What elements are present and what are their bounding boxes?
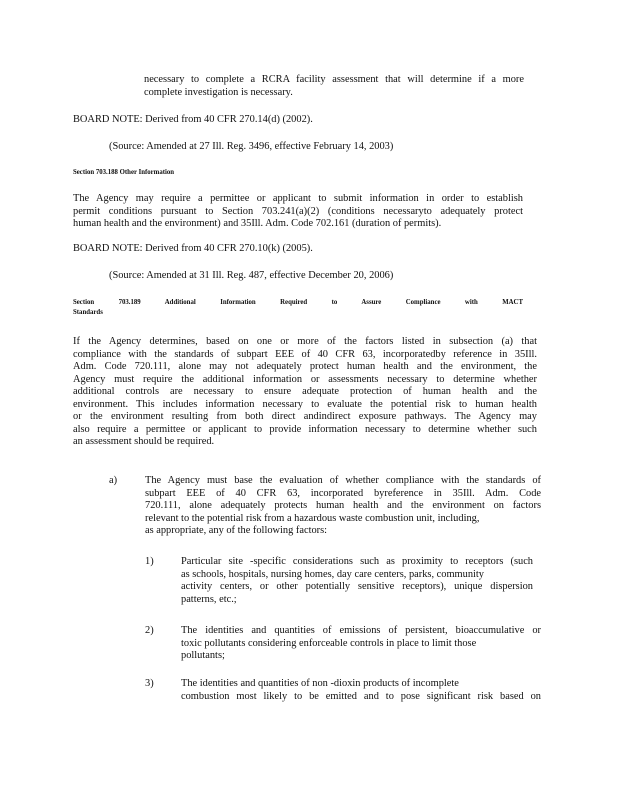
continuation-line: complete investigation is necessary. xyxy=(144,86,293,98)
body-line: permit conditions pursuant to Section 703.241(a)(2) (conditions necessaryto adequately protect xyxy=(73,205,523,217)
body-line: or the environment resulting from both direct andindirect exposure pathways. The Agency may xyxy=(73,411,537,422)
body-line: Adm. Code 720.111, alone may not adequately protect human health and the environment, the xyxy=(73,361,537,372)
continuation-paragraph xyxy=(144,74,524,99)
list-item-line: patterns, etc.; xyxy=(181,593,237,605)
section-heading xyxy=(73,298,523,318)
list-item-line: The identities and quantities of emissions of persistent, bioaccumulative or xyxy=(181,625,541,636)
list-item-line: The identities and quantities of non -dioxin products of incomplete xyxy=(181,678,459,689)
list-marker: 1) xyxy=(145,556,154,567)
list-item xyxy=(181,678,541,703)
body-line: Agency must require the additional information or assessments necessary to determine whether xyxy=(73,373,537,385)
list-marker: 3) xyxy=(145,678,154,689)
section-703-188-body xyxy=(73,193,523,231)
list-item-line: as appropriate, any of the following factors: xyxy=(145,525,328,536)
list-item xyxy=(181,556,533,606)
list-item xyxy=(145,475,541,538)
list-item-line: 720.111, alone adequately protects human health and the environment on factors xyxy=(145,500,541,511)
body-line: human health and the environment) and 35Ill. Adm. Code 702.161 (duration of permits). xyxy=(73,218,442,229)
body-line: environment. This includes information necessary to evaluate the potential risk to human health xyxy=(73,398,537,410)
source-note: (Source: Amended at 31 Ill. Reg. 487, effective December 20, 2006) xyxy=(109,270,394,281)
body-line: an assessment should be required. xyxy=(73,436,215,447)
section-703-189-body xyxy=(73,336,537,449)
section-heading: Section 703.188 Other Information xyxy=(73,169,175,176)
body-line: compliance with the standards of subpart EEE of 40 CFR 63, incorporatedby reference in 35Ill. xyxy=(73,348,537,360)
list-item-line: relevant to the potential risk from a hazardous waste combustion unit, including, xyxy=(145,512,480,524)
section-heading-line: Standards xyxy=(73,309,103,316)
list-item-line: Particular site -specific considerations such as proximity to receptors (such xyxy=(181,556,533,567)
body-line: The Agency may require a permittee or applicant to submit information in order to establish xyxy=(73,193,523,204)
continuation-line: necessary to complete a RCRA facility assessment that will determine if a more xyxy=(144,74,524,85)
list-item-line: as schools, hospitals, nursing homes, day care centers, parks, community xyxy=(181,568,484,580)
list-item-line: subpart EEE of 40 CFR 63, incorporated byreference in 35Ill. Adm. Code xyxy=(145,487,541,499)
board-note: BOARD NOTE: Derived from 40 CFR 270.14(d) (2002). xyxy=(73,114,313,125)
list-item-line: combustion most likely to be emitted and to pose significant risk based on xyxy=(181,690,541,702)
list-item-line: The Agency must base the evaluation of whether compliance with the standards of xyxy=(145,475,541,486)
list-item-line: activity centers, or other potentially sensitive receptors), unique dispersion xyxy=(181,581,533,592)
section-heading-line: Section 703.189 Additional Information Required to Assure Compliance with MACT xyxy=(73,299,523,306)
list-item-line: pollutants; xyxy=(181,650,225,661)
list-item-line: toxic pollutants considering enforceable controls in place to limit those xyxy=(181,637,477,649)
list-item xyxy=(181,625,541,663)
body-line: additional controls are necessary to ensure adequate protection of human health and the xyxy=(73,386,537,397)
source-note: (Source: Amended at 27 Ill. Reg. 3496, effective February 14, 2003) xyxy=(109,141,394,152)
body-line: also require a permittee or applicant to provide information necessary to determine whether such xyxy=(73,423,537,435)
list-marker: 2) xyxy=(145,625,154,636)
list-marker: a) xyxy=(109,475,118,486)
board-note: BOARD NOTE: Derived from 40 CFR 270.10(k) (2005). xyxy=(73,243,313,254)
body-line: If the Agency determines, based on one or more of the factors listed in subsection (a) that xyxy=(73,336,537,347)
